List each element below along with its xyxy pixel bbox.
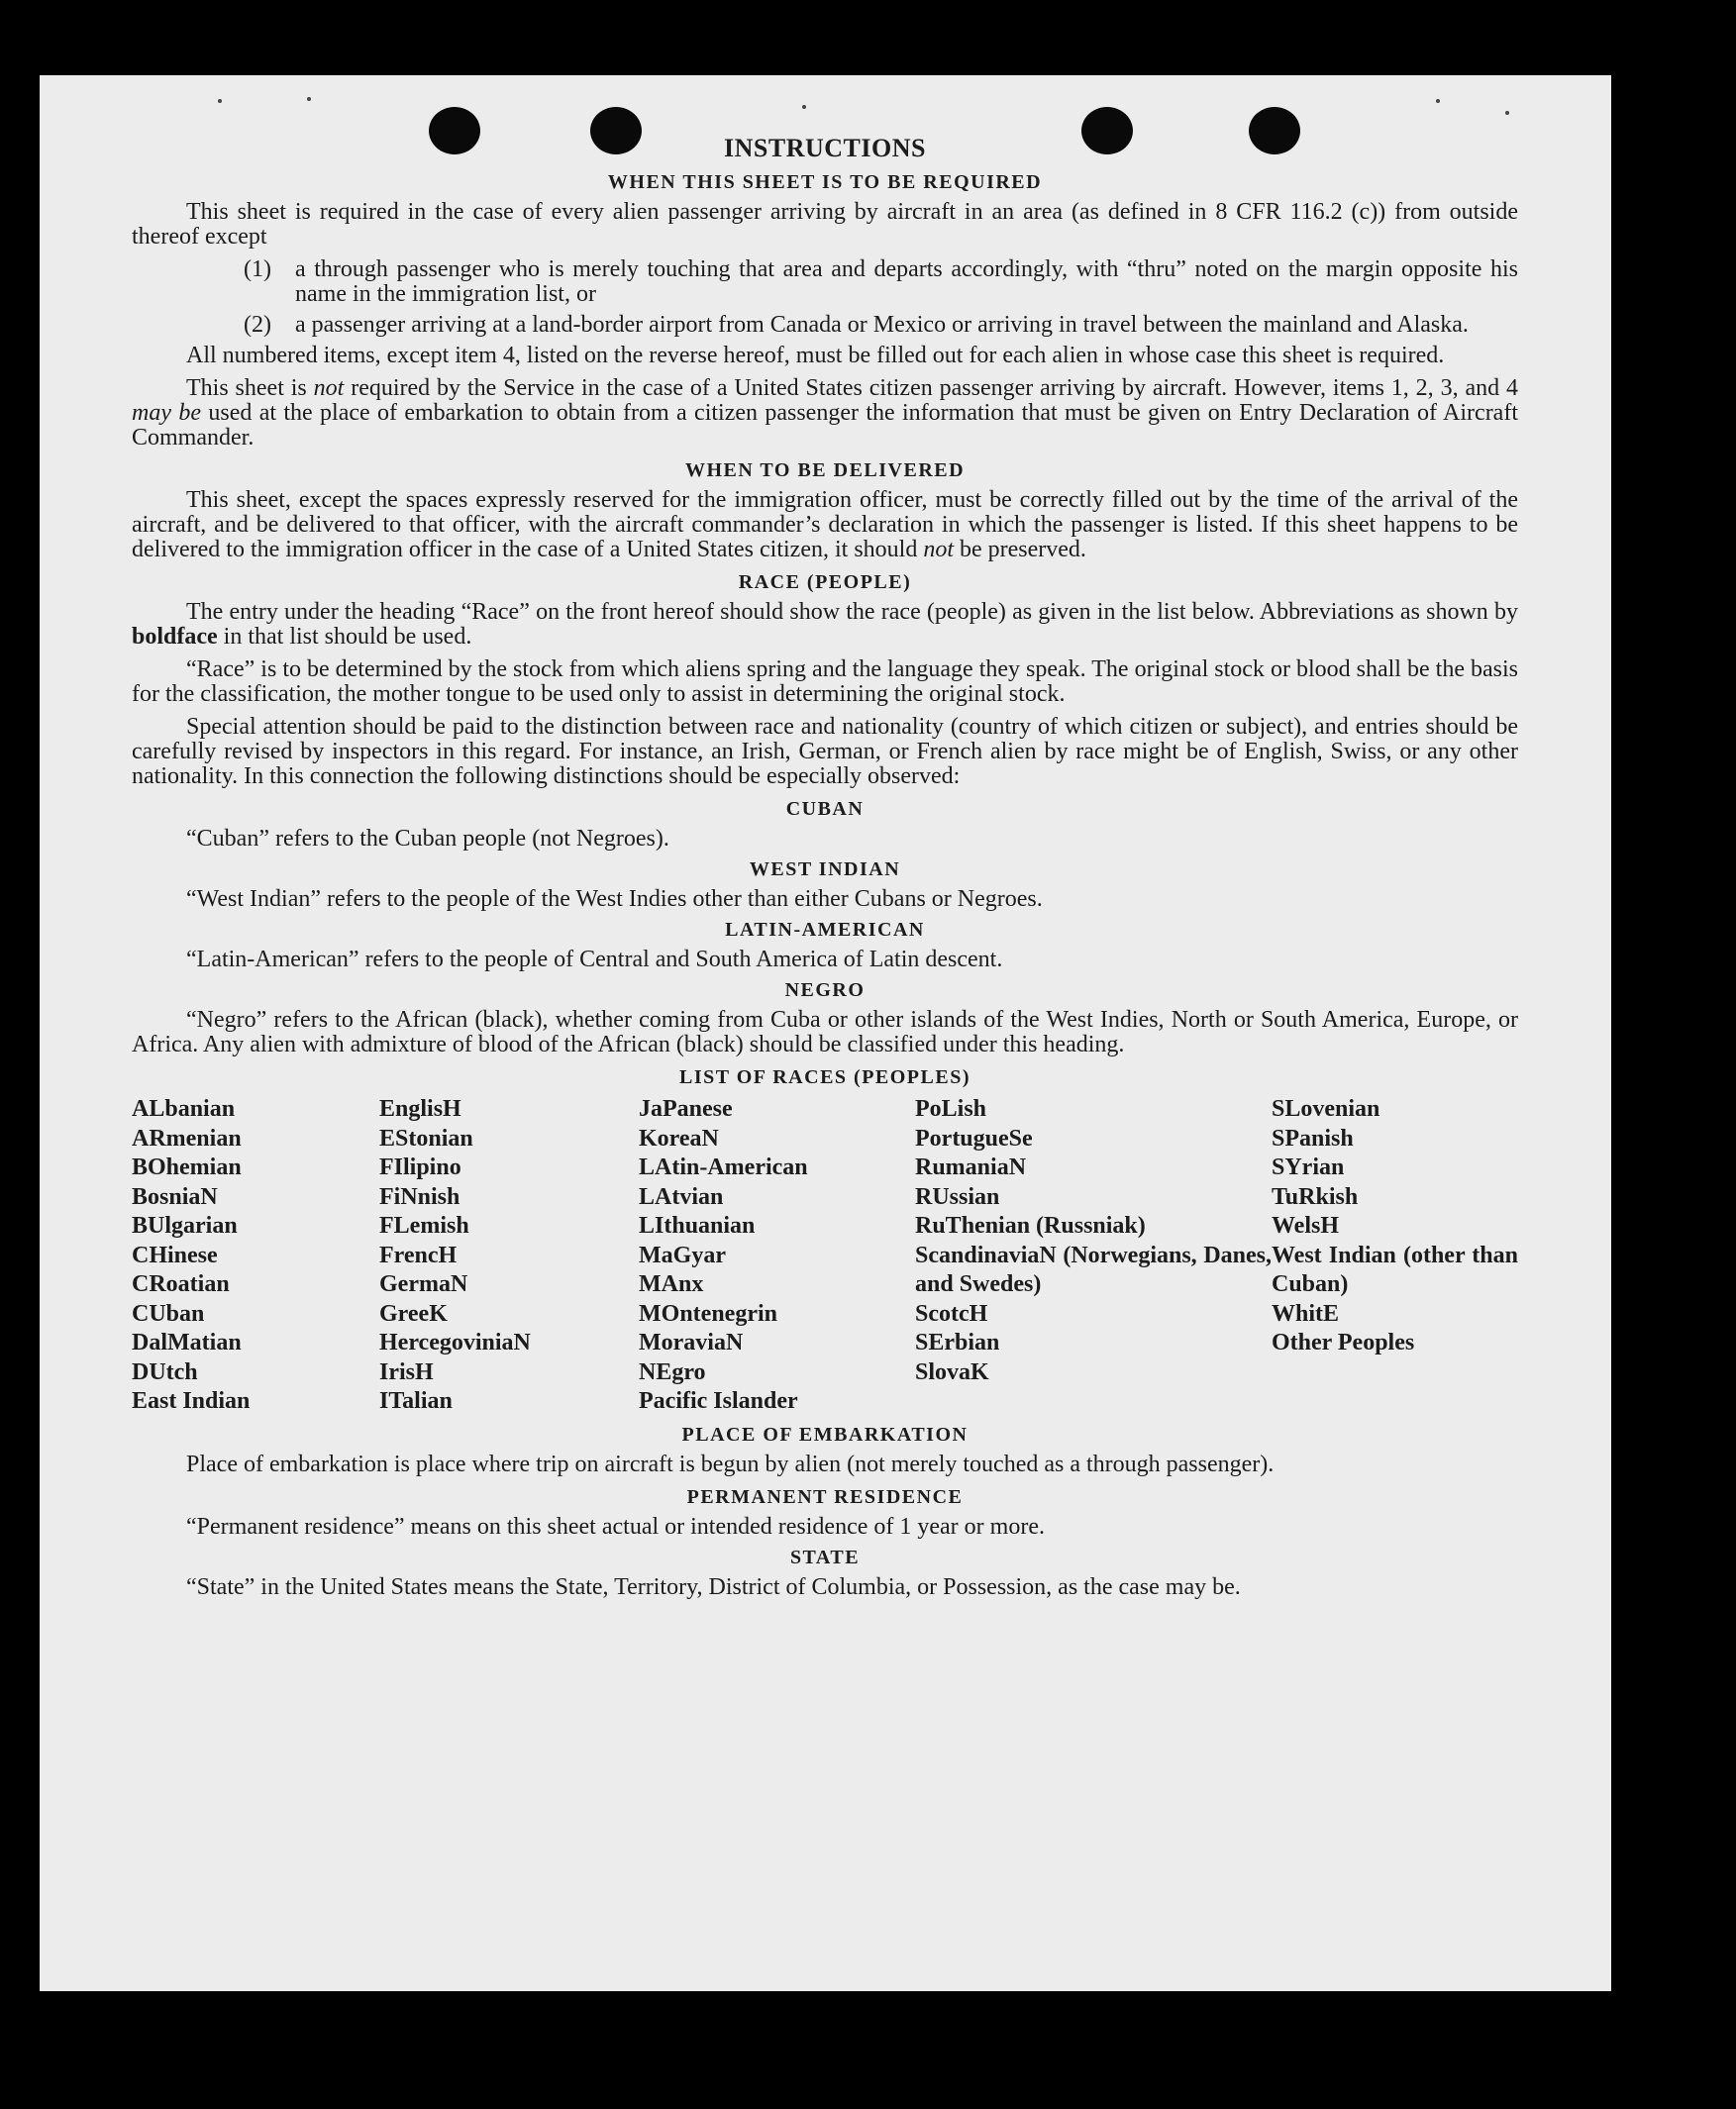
paragraph: Special attention should be paid to the distinction between race and nationality (country of which citizen or subject), and entries should be carefully revised by inspectors in this regard. For instance, an Irish, German, or French alien by race might be of English, Swiss, or any other nationality. In this connection the following distinctions should be especially observed: — [132, 714, 1518, 789]
definition: “Latin-American” refers to the people of Central and South America of Latin descent. — [186, 947, 1003, 972]
race-entry: IrisH — [379, 1358, 434, 1385]
paragraph: This sheet is required in the case of every alien passenger arriving by aircraft in an area (as defined in 8 CFR 116.2 (c)) from outside thereof except — [132, 199, 1518, 250]
paragraph — [132, 488, 1518, 562]
race-entry: ScandinaviaN (Norwegians, Danes, and Swedes) — [915, 1242, 1272, 1297]
text-run: This sheet is — [186, 375, 314, 401]
page-title: INSTRUCTIONS — [724, 134, 926, 162]
race-entry: SlovaK — [915, 1358, 989, 1385]
race-entry: West Indian (other than Cuban) — [1272, 1242, 1518, 1297]
paragraph — [132, 376, 1518, 451]
definition: “Permanent residence” means on this sheet actual or intended residence of 1 year or more. — [186, 1513, 1045, 1540]
race-entry: SYrian — [1272, 1155, 1345, 1180]
race-entry: LAtvian — [639, 1183, 724, 1210]
heading-state: STATE — [789, 1546, 861, 1568]
race-entry: PortugueSe — [915, 1125, 1033, 1152]
heading-permanent-residence: PERMANENT RESIDENCE — [686, 1485, 964, 1508]
document-page — [40, 75, 1611, 1991]
race-entry: MOntenegrin — [639, 1300, 777, 1327]
race-entry: HercegoviniaN — [379, 1330, 531, 1356]
race-entry: Pacific Islander — [639, 1388, 798, 1414]
race-entry: CRoatian — [132, 1271, 230, 1297]
italic-text: may be — [132, 400, 201, 426]
race-entry: WelsH — [1272, 1213, 1340, 1239]
race-entry: RumaniaN — [915, 1155, 1027, 1180]
race-entry: ScotcH — [915, 1300, 988, 1327]
race-entry: SErbian — [915, 1330, 1000, 1356]
definition: “West Indian” refers to the people of the West Indies other than either Cubans or Negroes. — [186, 886, 1043, 912]
text-run: in that list should be used. — [217, 624, 472, 650]
race-entry: Other Peoples — [1272, 1330, 1415, 1356]
race-entry: SLovenian — [1272, 1096, 1380, 1122]
speck — [802, 105, 806, 109]
race-entry: DalMatian — [132, 1330, 242, 1356]
paragraph — [132, 600, 1518, 650]
heading-list-of-races: LIST OF RACES (PEOPLES) — [678, 1066, 970, 1088]
race-column — [379, 1095, 639, 1417]
text-run: used at the place of embarkation to obtain from a citizen passenger the information that must be given on Entry Declaration of Aircraft Commander. — [132, 400, 1518, 451]
race-entry: ALbanian — [132, 1096, 236, 1122]
race-entry: PoLish — [915, 1096, 987, 1122]
race-entry: BOhemian — [132, 1155, 242, 1180]
heading-negro: NEGRO — [784, 979, 866, 1001]
heading-cuban: CUBAN — [785, 798, 865, 820]
race-entry: ARmenian — [132, 1125, 242, 1152]
race-entry: EnglisH — [379, 1096, 461, 1122]
race-entry: LIthuanian — [639, 1213, 756, 1239]
paragraph: All numbered items, except item 4, listed on the reverse hereof, must be filled out for each alien in whose case this sheet is required. — [186, 343, 1445, 368]
item-number: (1) — [244, 256, 271, 282]
definition: “Cuban” refers to the Cuban people (not Negroes). — [186, 826, 669, 852]
race-entry: TuRkish — [1272, 1183, 1359, 1210]
paragraph: “Negro” refers to the African (black), whether coming from Cuba or other islands of the West Indies, North or South America, Europe, or Africa. Any alien with admixture of blood of the African (black) should be classified under this heading. — [132, 1007, 1518, 1057]
race-entry: MaGyar — [639, 1242, 726, 1268]
race-entry: ITalian — [379, 1388, 453, 1414]
text-run: This sheet, except the spaces expressly reserved for the immigration officer, must be correctly filled out by the time of the arrival of the aircraft, and be delivered to that officer, with the aircraft commander’s declaration in which the passenger is listed. If this sheet happens to be delivered to the immigration officer in the case of a United States citizen, it should — [132, 487, 1518, 562]
race-column — [132, 1095, 379, 1417]
heading-latin-american: LATIN-AMERICAN — [725, 919, 925, 941]
race-entry: FiNnish — [379, 1183, 460, 1210]
race-entry: RUssian — [915, 1183, 1000, 1210]
race-column — [639, 1095, 915, 1417]
race-entry: JaPanese — [639, 1096, 733, 1122]
paragraph: “Race” is to be determined by the stock from which aliens spring and the language they speak. The original stock or blood shall be the basis for the classification, the mother tongue to be used only to assist in determining the original stock. — [132, 656, 1518, 707]
race-entry: MoraviaN — [639, 1330, 744, 1356]
heading-west-indian: WEST INDIAN — [749, 858, 901, 880]
race-entry: SPanish — [1272, 1125, 1354, 1152]
race-column — [915, 1095, 1272, 1417]
heading-when-required: WHEN THIS SHEET IS TO BE REQUIRED — [607, 171, 1043, 193]
race-entry: EStonian — [379, 1125, 473, 1152]
race-entry: FIlipino — [379, 1155, 461, 1180]
race-entry: RuThenian (Russniak) — [915, 1213, 1146, 1239]
race-entry: MAnx — [639, 1271, 704, 1297]
paragraph: Place of embarkation is place where trip on aircraft is begun by alien (not merely touched as a through passenger). — [186, 1451, 1275, 1477]
instructions-content — [132, 133, 1518, 1608]
race-entry: GermaN — [379, 1271, 468, 1297]
race-entry: WhitE — [1272, 1300, 1340, 1327]
text-run: be preserved. — [954, 537, 1086, 562]
heading-race: RACE (PEOPLE) — [738, 571, 912, 593]
race-entry: NEgro — [639, 1358, 706, 1385]
item-text: a passenger arriving at a land-border airport from Canada or Mexico or arriving in travel between the mainland and Alaska. — [295, 312, 1469, 338]
text-run: required by the Service in the case of a United States citizen passenger arriving by aircraft. However, items 1, 2, 3, and 4 — [344, 375, 1518, 401]
race-entry: FLemish — [379, 1213, 469, 1239]
speck — [307, 97, 311, 101]
item-number: (2) — [244, 312, 271, 338]
race-column — [1272, 1095, 1518, 1417]
race-entry: East Indian — [132, 1388, 251, 1414]
race-entry: FrencH — [379, 1242, 458, 1268]
paragraph: “State” in the United States means the State, Territory, District of Columbia, or Possession, as the case may be. — [186, 1573, 1241, 1600]
race-entry: CUban — [132, 1300, 205, 1327]
race-list — [132, 1095, 1518, 1417]
race-entry: GreeK — [379, 1300, 448, 1327]
italic-text: not — [313, 375, 345, 401]
speck — [1436, 99, 1440, 103]
text-run: The entry under the heading “Race” on the front hereof should show the race (people) as given in the list below. Abbreviations as shown by — [186, 599, 1518, 625]
heading-when-delivered: WHEN TO BE DELIVERED — [684, 459, 966, 481]
heading-place-of-embarkation: PLACE OF EMBARKATION — [681, 1423, 969, 1446]
speck — [218, 99, 222, 103]
list-item — [244, 313, 1518, 338]
bold-text: boldface — [132, 624, 218, 650]
race-entry: DUtch — [132, 1358, 198, 1385]
race-entry: CHinese — [132, 1242, 218, 1268]
race-entry: BUlgarian — [132, 1213, 238, 1239]
race-entry: BosniaN — [132, 1183, 218, 1210]
speck — [1505, 111, 1509, 115]
item-text: a through passenger who is merely touching that area and departs accordingly, with “thru” noted on the margin opposite his name in the immigration list, or — [295, 256, 1518, 307]
race-entry: KoreaN — [639, 1125, 719, 1152]
italic-text: not — [923, 537, 954, 562]
race-entry: LAtin-American — [639, 1155, 808, 1180]
list-item — [244, 257, 1518, 307]
